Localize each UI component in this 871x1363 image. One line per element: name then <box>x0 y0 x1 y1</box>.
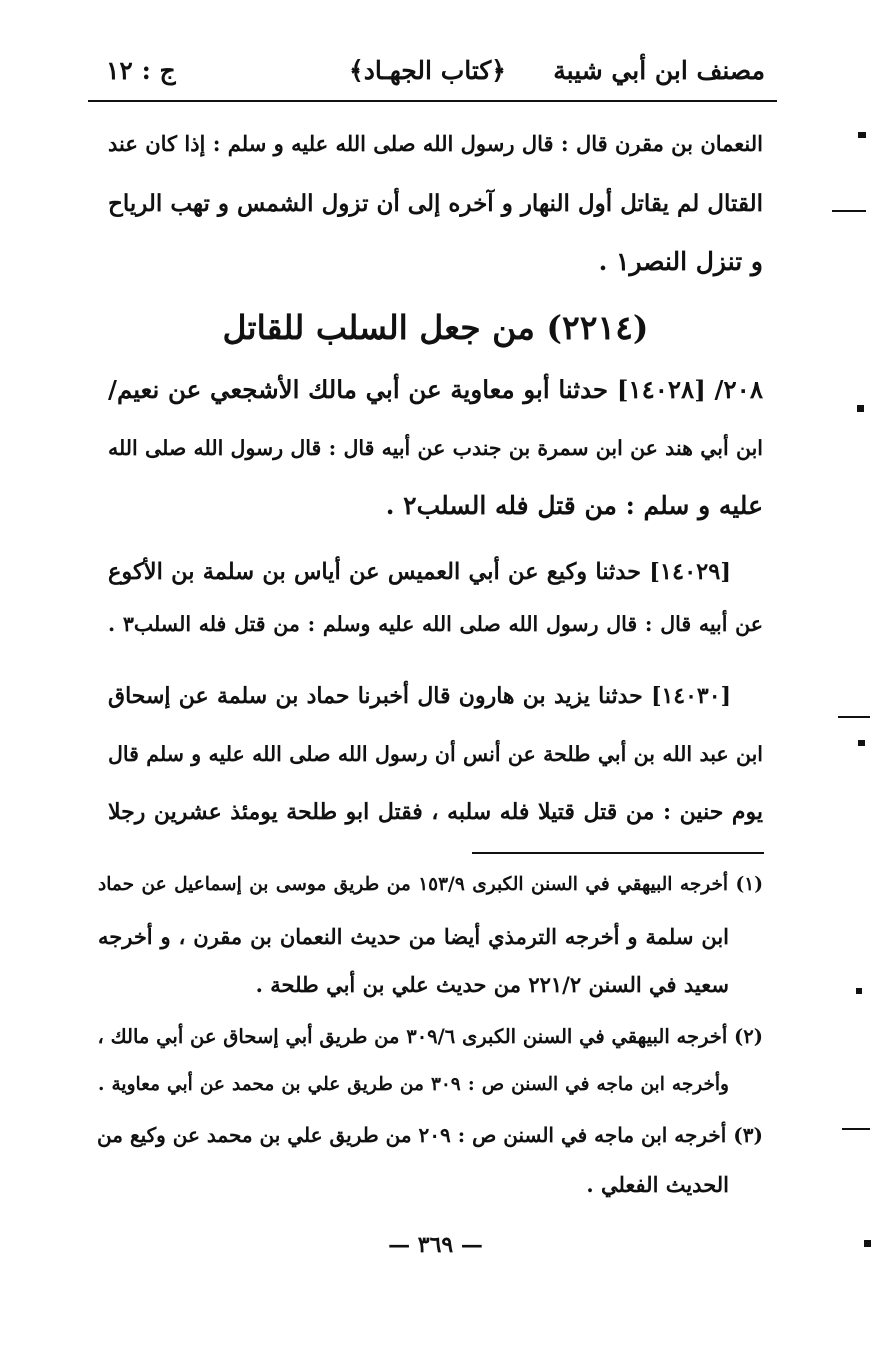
body-line: و تنزل النصر١ . <box>598 247 763 276</box>
footnote-line: سعيد في السنن ٢٢١/٢ من حديث علي بن أبي طلحة . <box>255 972 729 997</box>
body-line: عن أبيه قال : قال رسول الله صلى الله عليه وسلم : من قتل فله السلب٣ . <box>108 612 763 636</box>
scan-mark <box>858 132 866 138</box>
header-rule <box>88 100 777 102</box>
body-line: ٢٠٨/ [١٤٠٢٨] حدثنا أبو معاوية عن أبي مالك الأشجعي عن نعيم/ <box>108 375 763 404</box>
footnote-rule <box>472 852 764 854</box>
body-line: ابن عبد الله بن أبي طلحة عن أنس أن رسول الله صلى الله عليه و سلم قال <box>108 742 763 766</box>
body-line: يوم حنين : من قتل قتيلا فله سلبه ، فقتل ابو طلحة يومئذ عشرين رجلا <box>108 799 763 825</box>
body-line: ابن أبي هند عن ابن سمرة بن جندب عن أبيه قال : قال رسول الله صلى الله <box>108 436 763 460</box>
scan-mark <box>856 988 862 994</box>
body-line: [١٤٠٣٠] حدثنا يزيد بن هارون قال أخبرنا حماد بن سلمة عن إسحاق <box>108 683 731 709</box>
footnote-line: ابن سلمة و أخرجه الترمذي أيضا من حديث النعمان بن مقرن ، و أخرجه <box>98 924 729 949</box>
page-number: — ٣٦٩ — <box>388 1232 483 1258</box>
footnote-line: وأخرجه ابن ماجه في السنن ص : ٣٠٩ من طريق علي بن محمد عن أبي معاوية . <box>98 1074 729 1095</box>
footnote-line: (٢) أخرجه البيهقي في السنن الكبرى ٣٠٩/٦ من طريق أبي إسحاق عن أبي مالك ، <box>97 1025 763 1048</box>
footnote-line: الحديث الفعلي . <box>586 1172 729 1197</box>
scan-mark <box>842 1128 870 1130</box>
footnote-line: (٣) أخرجه ابن ماجه في السنن ص : ٢٠٩ من طريق علي بن محمد عن وكيع من <box>97 1123 763 1147</box>
chapter-title: ﴿كتاب الجهـاد﴾ <box>349 56 506 85</box>
volume-number: ج : ١٢ <box>106 56 176 85</box>
body-line: عليه و سلم : من قتل فله السلب٢ . <box>385 491 763 520</box>
scan-mark <box>858 740 865 746</box>
footnote-line: (١) أخرجه البيهقي في السنن الكبرى ١٥٣/٩ من طريق موسى بن إسماعيل عن حماد <box>98 874 763 895</box>
section-heading: (٢٢١٤) من جعل السلب للقاتل <box>222 308 649 347</box>
scan-mark <box>832 210 866 212</box>
body-line: النعمان بن مقرن قال : قال رسول الله صلى الله عليه و سلم : إذا كان عند <box>108 131 763 156</box>
scan-mark <box>857 405 864 412</box>
scan-mark <box>864 1240 871 1247</box>
running-header <box>90 50 765 96</box>
body-line: [١٤٠٢٩] حدثنا وكيع عن أبي العميس عن أياس بن سلمة بن الأكوع <box>108 559 731 585</box>
book-title: مصنف ابن أبي شيبة <box>553 56 765 85</box>
scan-mark <box>838 716 870 718</box>
body-line: القتال لم يقاتل أول النهار و آخره إلى أن تزول الشمس و تهب الرياح <box>107 190 763 217</box>
